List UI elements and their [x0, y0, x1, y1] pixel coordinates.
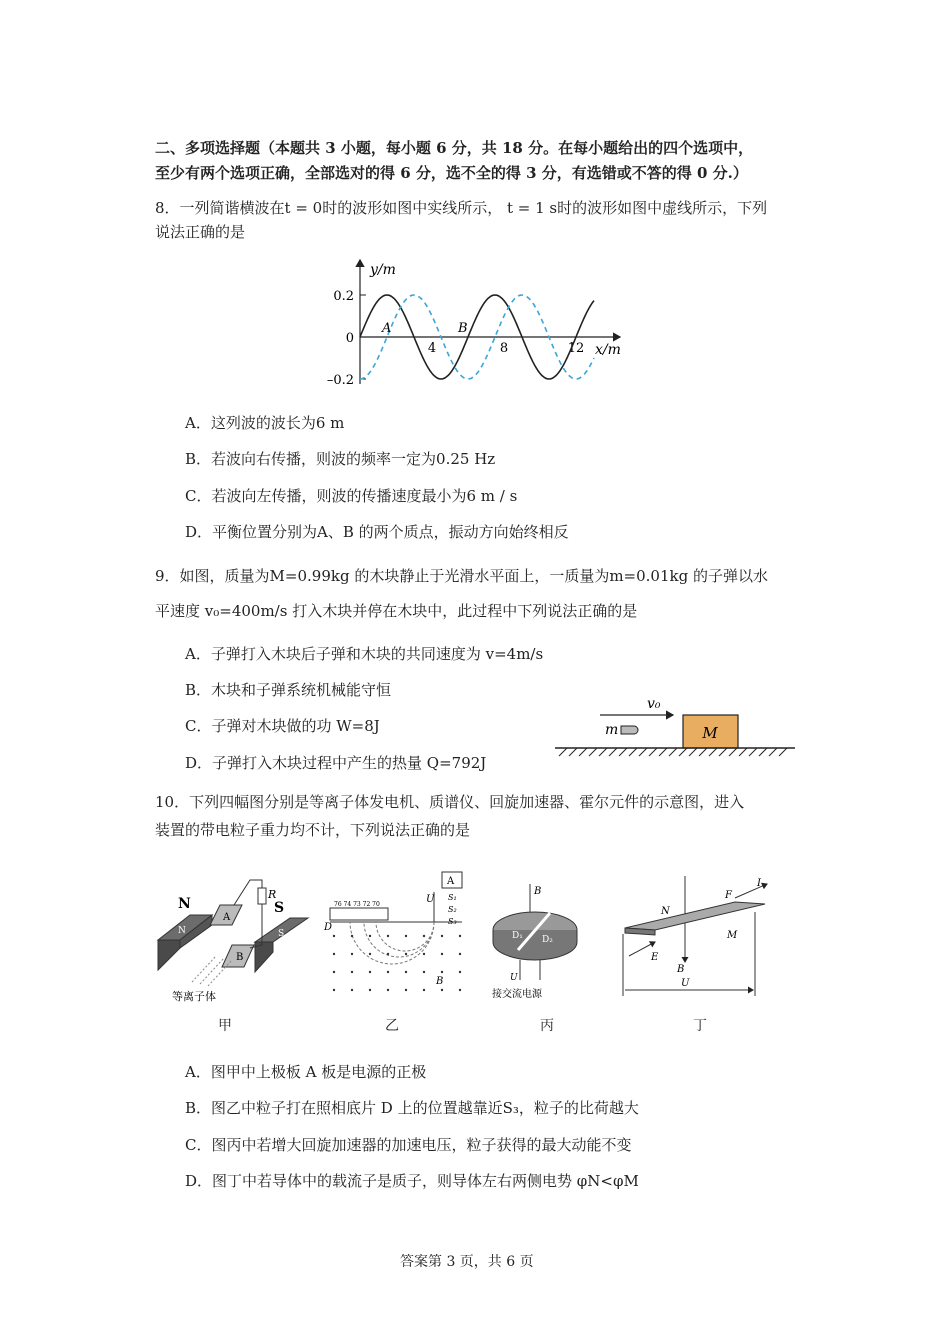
- mass-spectrometer-figure: [322, 870, 482, 1000]
- q10-option-c: C．图丙中若增大回旋加速器的加速电压，粒子获得的最大动能不变: [185, 1136, 632, 1154]
- q8-option-d: D．平衡位置分别为A、B 的两个质点，振动方向始终相反: [185, 523, 569, 541]
- q10-option-d: D．图丁中若导体中的载流子是质子，则导体左右两侧电势 φN<φM: [185, 1172, 639, 1190]
- y-axis-label: y/m: [370, 262, 396, 278]
- resistor-label: R: [268, 888, 277, 901]
- x-tick-12: 12: [567, 341, 585, 356]
- s1-label: S₁: [448, 893, 457, 902]
- n-pole-label: N: [178, 896, 191, 912]
- s-pole-label: S: [274, 900, 285, 916]
- q10-option-b: B．图乙中粒子打在照相底片 D 上的位置越靠近S₃，粒子的比荷越大: [185, 1099, 639, 1117]
- bullet-m-label: m: [605, 722, 619, 738]
- v0-label: v₀: [647, 696, 661, 712]
- side-m-label: M: [727, 930, 738, 941]
- plasma-generator-figure: [150, 870, 310, 1010]
- bullet-block-figure: [555, 690, 800, 760]
- s3-label: S₃: [448, 917, 457, 926]
- cyclotron-figure: [490, 880, 600, 1005]
- n-magnet-mark: N: [178, 926, 186, 936]
- point-a-label: A: [382, 321, 392, 336]
- wave-graph: [320, 252, 630, 392]
- particle-paths: [350, 922, 434, 964]
- field-e-label: E: [651, 952, 659, 963]
- cyclotron-u-label: U: [510, 973, 518, 983]
- q9-stem-line1: 9．如图，质量为M=0.99kg 的木块静止于光滑水平面上，一质量为m=0.01kg 的子弹以水: [155, 567, 768, 585]
- q9-option-c: C．子弹对木块做的功 W=8J: [185, 717, 380, 735]
- resistor-r: [258, 888, 266, 904]
- um-label: U: [681, 978, 690, 989]
- field-b-label: B: [436, 976, 444, 987]
- q8-option-a: A．这列波的波长为6 m: [185, 414, 345, 432]
- point-b-label: B: [458, 321, 468, 336]
- q8-option-c: C．若波向左传播，则波的传播速度最小为6 m / s: [185, 487, 518, 505]
- current-i-label: I: [757, 878, 761, 889]
- x-tick-4: 4: [427, 341, 437, 356]
- bullet-icon: [621, 726, 638, 734]
- caption-jia: 甲: [218, 1018, 232, 1034]
- n-magnet-side: [158, 940, 180, 970]
- plate-d-label: D: [324, 922, 333, 933]
- hall-element-figure: [615, 872, 775, 1002]
- x-tick-8: 8: [499, 341, 509, 356]
- y-tick-neg0.2: –0.2: [326, 373, 354, 388]
- y-tick-0: 0: [345, 331, 354, 346]
- d2-label: D₂: [542, 935, 553, 945]
- s-magnet-mark: S: [278, 929, 285, 939]
- x-axis-label: x/m: [595, 342, 621, 358]
- ground-hatch: [559, 748, 787, 756]
- q10-stem-line1: 10．下列四幅图分别是等离子体发电机、质谱仪、回旋加速器、霍尔元件的示意图，进入: [155, 793, 745, 811]
- block-m-label: M: [702, 724, 718, 742]
- force-f-label: F: [725, 890, 732, 901]
- side-n-label: N: [661, 906, 670, 917]
- y-tick-0.2: 0.2: [333, 289, 354, 304]
- section-heading-line1: 二、多项选择题（本题共 3 小题，每小题 6 分，共 18 分。在每小题给出的四个选项中，: [155, 139, 754, 157]
- q8-option-b: B．若波向右传播，则波的频率一定为0.25 Hz: [185, 450, 496, 468]
- q9-stem-line2: 平速度 v₀=400m/s 打入木块并停在木块中，此过程中下列说法正确的是: [155, 602, 638, 620]
- conductor-top: [625, 902, 765, 930]
- d-box-side: [493, 930, 577, 960]
- q9-option-a: A．子弹打入木块后子弹和木块的共同速度为 v=4m/s: [185, 645, 544, 663]
- section-heading-line2: 至少有两个选项正确，全部选对的得 6 分，选不全的得 3 分，有选错或不答的得 0 分.）: [155, 164, 748, 182]
- plate-a-label: A: [223, 912, 231, 923]
- current-arrow: [735, 884, 767, 898]
- q8-stem-line2: 说法正确的是: [155, 223, 246, 241]
- page-footer: 答案第 3 页，共 6 页: [400, 1254, 534, 1270]
- hall-b-label: B: [677, 964, 685, 975]
- caption-ding: 丁: [693, 1018, 707, 1034]
- q9-option-d: D．子弹打入木块过程中产生的热量 Q=792J: [185, 754, 487, 772]
- q10-option-a: A．图甲中上极板 A 板是电源的正极: [185, 1063, 427, 1081]
- q10-stem-line2: 装置的带电粒子重力均不计，下列说法正确的是: [155, 821, 471, 839]
- q9-option-b: B．木块和子弹系统机械能守恒: [185, 681, 392, 699]
- scale-label: 76 74 73 72 70: [334, 901, 380, 908]
- plate-b-label: B: [236, 952, 244, 963]
- voltage-u-label: U: [426, 894, 435, 905]
- photo-plate: [330, 908, 388, 920]
- d1-label: D₁: [512, 931, 523, 941]
- cyclotron-b-label: B: [534, 886, 542, 897]
- q8-stem-line1: 8．一列简谐横波在t = 0时的波形如图中实线所示， t = 1 s时的波形如图中虚线所示，下列: [155, 199, 768, 217]
- plasma-label: 等离子体: [172, 990, 216, 1003]
- caption-bing: 丙: [540, 1018, 554, 1034]
- ac-source-label: 接交流电源: [492, 989, 542, 1000]
- caption-yi: 乙: [385, 1018, 399, 1034]
- source-a-label: A: [447, 876, 455, 887]
- s2-label: S₂: [448, 905, 457, 914]
